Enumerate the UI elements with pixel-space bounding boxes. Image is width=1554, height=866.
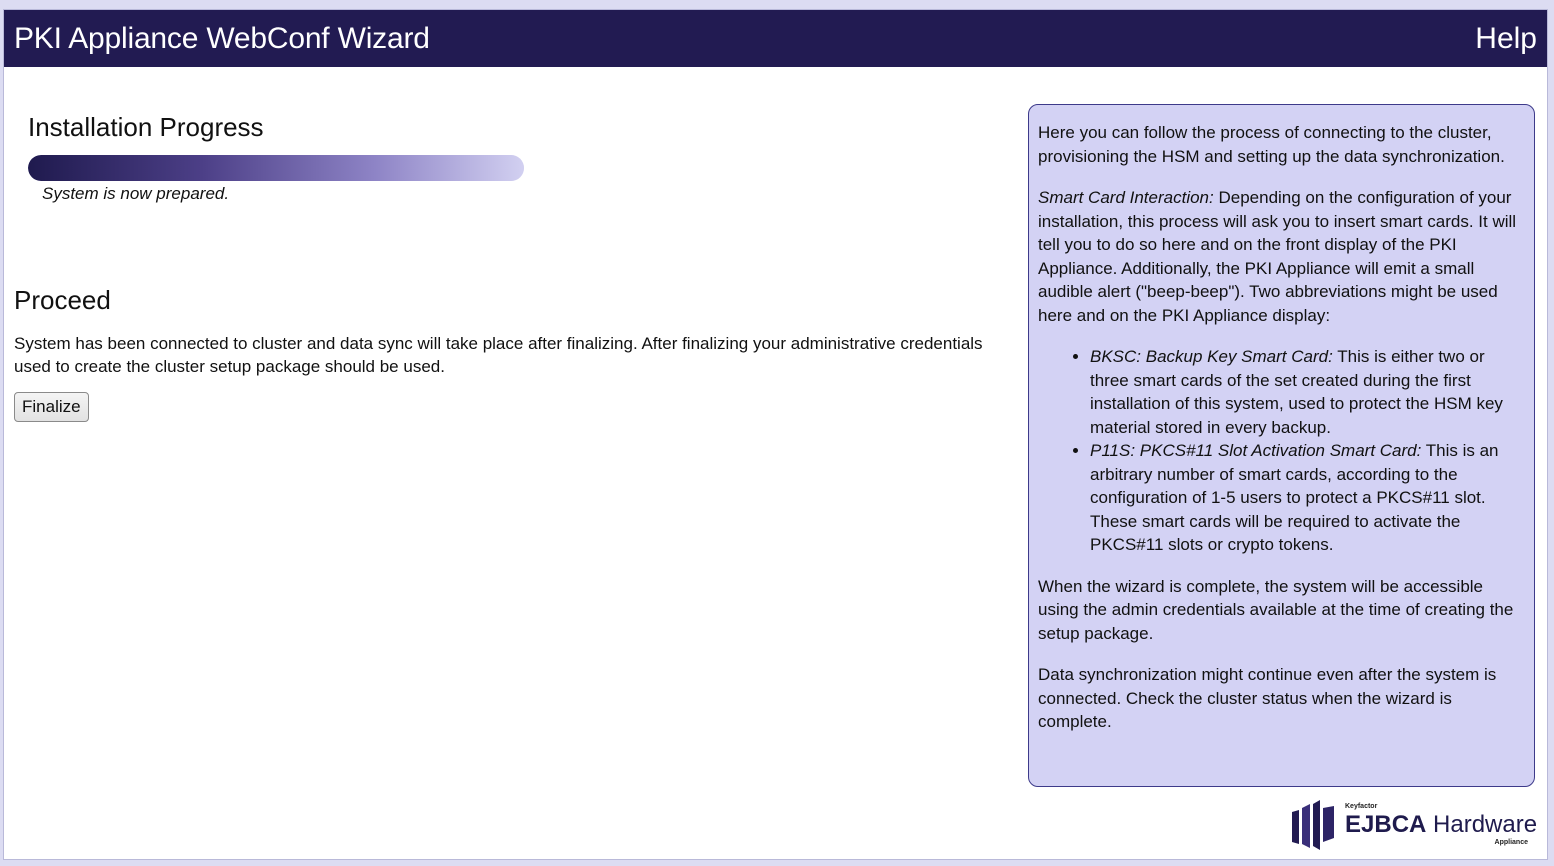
help-sync-text: Data synchronization might continue even after the system is connected. Check the cluster status when the wizard is complete. bbox=[1038, 665, 1497, 731]
list-item-bksc bbox=[1090, 345, 1528, 439]
proceed-section bbox=[14, 285, 984, 422]
installation-progress-section bbox=[28, 112, 548, 204]
smart-card-title: Smart Card Interaction: bbox=[1038, 188, 1214, 207]
p11s-term: P11S: PKCS#11 Slot Activation Smart Card: bbox=[1090, 441, 1422, 460]
progress-bar bbox=[28, 155, 524, 181]
p11s-text: This is an arbitrary number of smart cards, according to the configuration of 1-5 users to protect a PKCS#11 slot. These smart cards will be required to activate the PKCS#11 slots or crypto tokens. bbox=[1090, 441, 1499, 554]
brand-strong: EJBCA bbox=[1345, 811, 1427, 838]
progress-heading: Installation Progress bbox=[28, 112, 264, 142]
help-panel bbox=[1028, 104, 1535, 787]
smart-card-text: Depending on the configuration of your installation, this process will ask you to insert smart cards. It will tell you to do so here and on the front display of the PKI Appliance. Additionally, the PKI Appliance will emit a small audible alert ("beep-beep"). Two abbreviations might be used here and on the PKI Appliance display: bbox=[1038, 188, 1517, 325]
ejbca-logo-icon bbox=[1290, 798, 1338, 850]
progress-status-text: System is now prepared. bbox=[42, 184, 230, 203]
ejbca-hardware-logo bbox=[1290, 796, 1538, 852]
list-item-p11s bbox=[1090, 439, 1528, 557]
abbreviation-list bbox=[1038, 345, 1528, 557]
help-intro: Here you can follow the process of connecting to the cluster, provisioning the HSM and setting up the data synchronization. bbox=[1038, 123, 1505, 166]
proceed-heading: Proceed bbox=[14, 285, 111, 315]
app-title: PKI Appliance WebConf Wizard bbox=[14, 21, 430, 55]
bksc-term: BKSC: Backup Key Smart Card: bbox=[1090, 347, 1333, 366]
app-window bbox=[3, 9, 1548, 860]
help-smart-card-paragraph bbox=[1038, 186, 1528, 327]
proceed-description: System has been connected to cluster and data sync will take place after finalizing. After finalizing your administrative credentials used to create the cluster setup package should be used. bbox=[14, 334, 983, 376]
header-bar bbox=[4, 10, 1547, 67]
progress-bar-fill bbox=[28, 155, 524, 181]
keyfactor-label: Keyfactor bbox=[1345, 803, 1378, 810]
help-complete-text: When the wizard is complete, the system will be accessible using the admin credentials available at the time of creating the setup package. bbox=[1038, 576, 1514, 643]
bksc-text: This is either two or three smart cards of the set created during the first installation of this system, used to protect the HSM key material stored in every backup. bbox=[1090, 347, 1503, 437]
brand-name bbox=[1345, 811, 1537, 839]
finalize-button[interactable]: Finalize bbox=[14, 392, 89, 422]
help-link[interactable]: Help bbox=[1475, 21, 1537, 55]
brand-rest: Hardware bbox=[1426, 811, 1538, 838]
appliance-label: Appliance bbox=[1494, 839, 1528, 846]
